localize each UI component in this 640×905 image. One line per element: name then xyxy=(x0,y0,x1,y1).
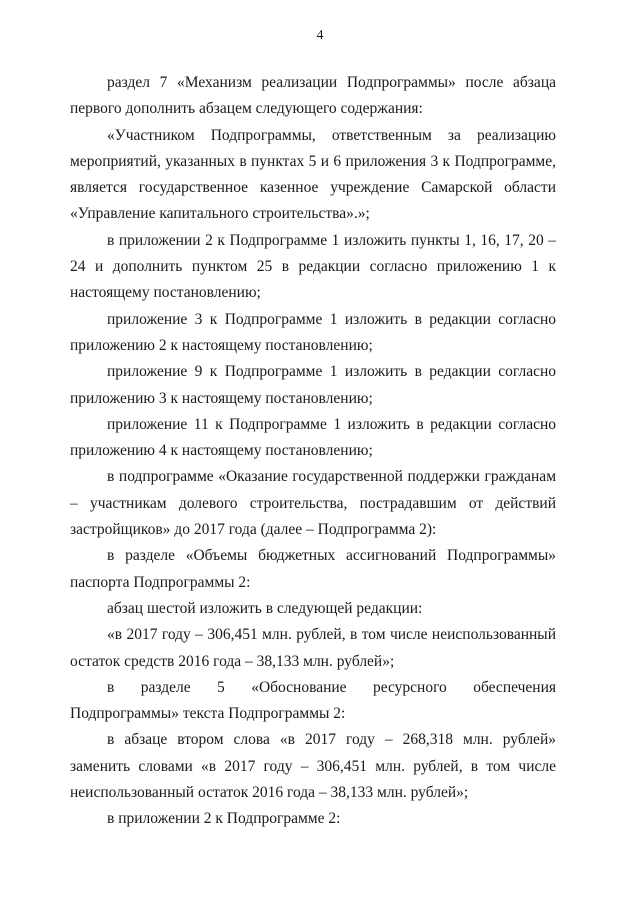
paragraph-3: в приложении 2 к Подпрограмме 1 изложить пункты 1, 16, 17, 20 – 24 и дополнить пунктом 25 в редакции согласно приложению 1 к настоящему постановлению; xyxy=(70,231,556,302)
paragraph-8: в разделе «Объемы бюджетных ассигнований Подпрограммы» паспорта Подпрограммы 2: xyxy=(70,547,556,591)
paragraph-12: в абзаце втором слова «в 2017 году – 268,318 млн. рублей» заменить словами «в 2017 году – 306,451 млн. рублей, в том числе неиспользованный остаток 2016 года – 38,133 млн. рублей»; xyxy=(70,731,556,802)
paragraph-5: приложение 9 к Подпрограмме 1 изложить в редакции согласно приложению 3 к настоящему постановлению; xyxy=(70,363,556,407)
document-body xyxy=(70,70,556,833)
paragraph-11: в разделе 5 «Обоснование ресурсного обеспечения Подпрограммы» текста Подпрограммы 2: xyxy=(70,678,556,723)
page-number: 4 xyxy=(316,28,324,43)
paragraph-1: раздел 7 «Механизм реализации Подпрограммы» после абзаца первого дополнить абзацем следующего содержания: xyxy=(70,74,556,118)
paragraph-9: абзац шестой изложить в следующей редакции: xyxy=(107,599,423,617)
paragraph-6: приложение 11 к Подпрограмме 1 изложить в редакции согласно приложению 4 к настоящему постановлению; xyxy=(70,415,556,460)
paragraph-7: в подпрограмме «Оказание государственной поддержки гражданам – участникам долевого строительства, пострадавшим от действий застройщиков» до 2017 года (далее – Подпрограмма 2): xyxy=(70,468,556,539)
paragraph-4: приложение 3 к Подпрограмме 1 изложить в редакции согласно приложению 2 к настоящему постановлению; xyxy=(70,310,556,354)
paragraph-10: «в 2017 году – 306,451 млн. рублей, в том числе неиспользованный остаток средств 2016 года – 38,133 млн. рублей»; xyxy=(70,626,556,670)
paragraph-2: «Участником Подпрограммы, ответственным за реализацию мероприятий, указанных в пунктах 5 и 6 приложения 3 к Подпрограмме, является государственное казенное учреждение Самарской области «Управление капитального строительства».»; xyxy=(70,126,556,223)
paragraph-13: в приложении 2 к Подпрограмме 2: xyxy=(107,810,341,828)
